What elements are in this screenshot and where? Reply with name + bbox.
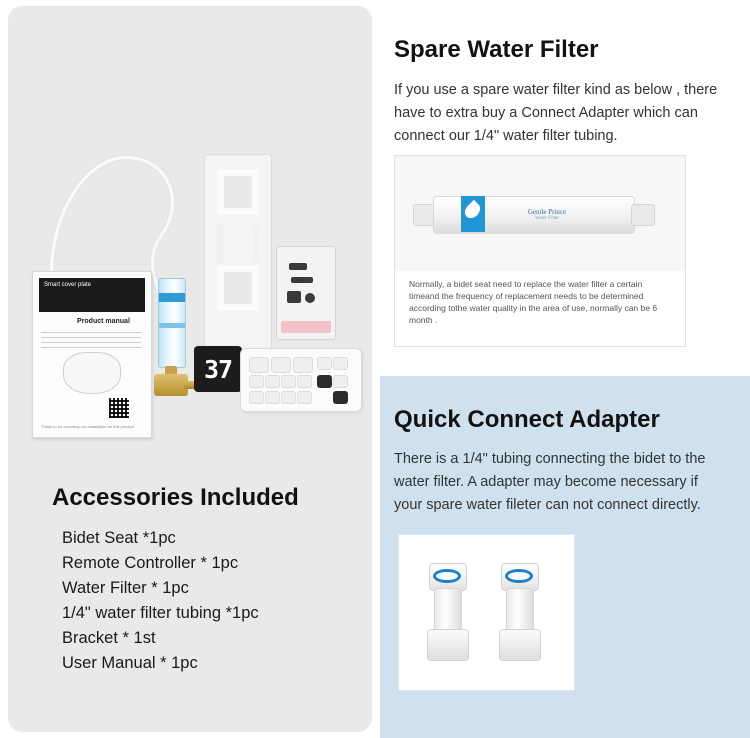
quick-connect-adapter-section bbox=[380, 376, 750, 738]
user-manual-illustration bbox=[32, 271, 152, 438]
remote-button bbox=[333, 357, 348, 370]
adapter-blue-ring bbox=[505, 569, 533, 583]
bracket-rail-right bbox=[253, 225, 259, 263]
filter-replacement-note: Normally, a bidet seat need to replace the water filter a certain timeand the frequency of replacement needs to be determined according tothe water quality in the area of use, normally can be 6 month . bbox=[409, 279, 658, 325]
filter-brand-label: Gentle Prince Water Filter bbox=[527, 208, 567, 221]
list-item: Water Filter * 1pc bbox=[62, 579, 189, 597]
quick-connect-adapter-photo bbox=[398, 534, 575, 691]
display-module-illustration bbox=[194, 346, 242, 392]
remote-button bbox=[249, 357, 269, 373]
remote-button bbox=[297, 391, 312, 404]
qr-code-icon bbox=[109, 398, 129, 418]
remote-button bbox=[271, 357, 291, 373]
section-body-spare-filter: If you use a spare water filter kind as below , there have to extra buy a Connect Adapter which can connect our 1/4" water filter tubing. bbox=[394, 82, 718, 144]
manual-diagram bbox=[63, 352, 121, 394]
bracket-slot-bottom bbox=[217, 265, 259, 311]
pink-pad bbox=[281, 321, 331, 333]
manual-text-lines bbox=[41, 332, 141, 352]
adapter-illustration-left bbox=[425, 563, 469, 663]
accessories-list bbox=[52, 526, 362, 676]
remote-button bbox=[265, 375, 280, 388]
manual-subtitle: Product manual bbox=[77, 318, 130, 325]
bolt-icon bbox=[291, 277, 313, 283]
left-panel bbox=[8, 6, 372, 732]
accessories-title: Accessories Included bbox=[52, 484, 299, 511]
mounting-bracket-illustration bbox=[204, 154, 272, 356]
remote-button bbox=[317, 357, 332, 370]
bolt-icon bbox=[289, 263, 307, 270]
section-title-spare-filter: Spare Water Filter bbox=[394, 36, 599, 63]
spare-filter-photo bbox=[394, 155, 686, 347]
remote-button bbox=[249, 375, 264, 388]
remote-button bbox=[281, 391, 296, 404]
list-item: 1/4" water filter tubing *1pc bbox=[62, 604, 259, 622]
filter-band bbox=[159, 293, 185, 302]
manual-cover-title: Smart cover plate bbox=[39, 278, 145, 312]
section-body-quick-connect: There is a 1/4" tubing connecting the bidet to the water filter. A adapter may become necessary if your spare water fileter can not connect directly. bbox=[394, 451, 706, 513]
filter-band bbox=[159, 323, 185, 328]
remote-button bbox=[281, 375, 296, 388]
adapter-hex-base bbox=[427, 629, 469, 661]
adapter-blue-ring bbox=[433, 569, 461, 583]
product-photo bbox=[8, 6, 372, 466]
remote-button bbox=[297, 375, 312, 388]
list-item: Remote Controller * 1pc bbox=[62, 554, 239, 572]
remote-button-dark bbox=[317, 375, 332, 388]
list-item: Bidet Seat *1pc bbox=[62, 529, 176, 547]
section-title-quick-connect: Quick Connect Adapter bbox=[394, 406, 660, 433]
remote-button bbox=[333, 375, 348, 388]
hardware-bag-illustration bbox=[276, 246, 336, 340]
manual-footer-text: Thank to for choosing our installation for this product. bbox=[41, 424, 136, 429]
adapter-hex-base bbox=[499, 629, 541, 661]
filter-cap-right bbox=[631, 204, 655, 226]
remote-button-dark bbox=[333, 391, 348, 404]
washer-icon bbox=[305, 293, 315, 303]
remote-button bbox=[293, 357, 313, 373]
list-item: User Manual * 1pc bbox=[62, 654, 198, 672]
remote-button bbox=[249, 391, 264, 404]
bracket-rail-left bbox=[217, 225, 223, 263]
bolt-icon bbox=[287, 291, 301, 303]
adapter-illustration-right bbox=[497, 563, 541, 663]
brass-fitting-illustration bbox=[154, 374, 188, 396]
remote-button bbox=[265, 391, 280, 404]
right-column bbox=[380, 0, 750, 738]
accessories-section bbox=[52, 484, 362, 676]
remote-controller-illustration bbox=[240, 348, 362, 412]
list-item: Bracket * 1st bbox=[62, 629, 156, 647]
bracket-slot-top bbox=[217, 169, 259, 215]
display-value: 37 bbox=[203, 355, 233, 384]
water-filter-illustration bbox=[158, 278, 186, 368]
spare-water-filter-section bbox=[380, 0, 750, 376]
